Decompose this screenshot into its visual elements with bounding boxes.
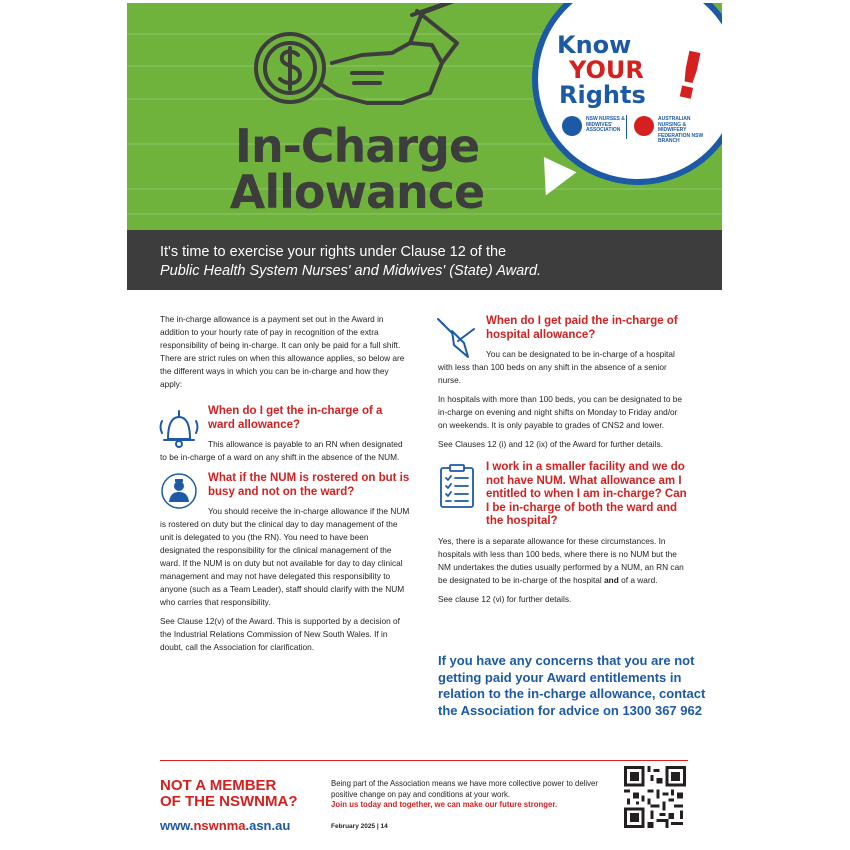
q2-heading: What if the NUM is rostered on but is busy and not on the ward? [208,472,410,498]
q1-heading: When do I get the in-charge of a ward allowance? [208,405,383,431]
pushpin-icon [434,317,478,361]
clause-banner [127,230,722,290]
question-hospital-allowance [438,315,688,451]
website-link[interactable]: www.nswnma.asn.au [160,818,291,833]
issue-date: February 2025 | 14 [331,823,388,830]
q4-heading: I work in a smaller facility and we do not have NUM. What allowance am I entitled to when I am in-charge? Can I be in-charge of both the ward and the hospital? [486,461,687,527]
right-column [438,315,688,612]
q4-body: Yes, there is a separate allowance for these circumstances. In hospitals with less than 100 beds, where there is no NUM but the NM undertakes the duties usually performed by a NUM, an RN can be designated to be in-charge of the hospital and of a ward. [438,535,684,585]
badge-text [557,33,677,108]
question-num-busy [160,472,410,654]
q4-body-2: See clause 12 (vi) for further details. [438,593,572,604]
q3-body-2: In hospitals with more than 100 beds, you can be designated to be in-charge on evening and night shifts on Monday to Friday and/or on weekends. It is only payable to grades of CNS2 and lower. [438,394,683,430]
badge-know: Know [557,31,632,59]
bell-icon [158,407,200,451]
qr-code-icon[interactable] [624,766,686,828]
speech-bubble-tail [530,157,577,203]
flyer-page [127,3,722,845]
badge-rights: Rights [559,81,646,109]
intro-paragraph: The in-charge allowance is a payment set out in the Award in addition to your hourly rate of pay in recognition of the extra responsibility of being in-charge. It can only be paid for a full shift. There are strict rules on when this allowance applies, so below are the different ways in which you can be in-charge and how they apply: [160,314,405,389]
q2-body-wrap [160,505,410,609]
nurse-icon [160,472,198,510]
question-smaller-facility [438,461,688,606]
association-logos [562,115,712,144]
q3-heading: When do I get paid the in-charge of hospital allowance? [486,315,678,341]
banner-line-2: Public Health System Nurses' and Midwives' (State) Award. [160,263,542,279]
hand-coin-icon [242,3,492,133]
not-a-member-heading: NOT A MEMBER OF THE NSWNMA? [160,777,298,810]
left-column [160,313,410,660]
footer-divider [160,760,688,761]
q1-body: This allowance is payable to an RN when designated to be in-charge of a ward on any shift in the absence of the NUM. [160,439,403,462]
q2-body-2: See Clause 12(v) of the Award. This is supported by a decision of the Industrial Relations Commission of New South Wales. If in doubt, call the Association for clarification. [160,616,400,652]
nswnma-logo: NSW NURSES & MIDWIVES' ASSOCIATION [562,115,630,141]
join-cta: Join us today and together, we can make our future stronger. [331,800,558,809]
badge-your: YOUR [569,56,644,84]
contact-call-to-action: If you have any concerns that you are not getting paid your Award entitlements in relation to the in-charge allowance, contact the Association for advice on 1300 367 962 [438,653,706,718]
hero-title [197,119,517,219]
title-line-1: In-Charge [234,119,480,173]
join-message: Being part of the Association means we have more collective power to deliver positive change on pay and conditions at your work. Join us today and together, we can make our future stronger. [331,779,598,809]
banner-line-1: It's time to exercise your rights under Clause 12 of the [160,244,507,260]
clipboard-checklist-icon [438,463,476,509]
q2-body: You should receive the in-charge allowance if the NUM is rostered on duty but the clinical day to day management of the unit is delegated to you (the RN). You need to have been designated the responsibility for the clinical management of the ward. If the NUM is on duty but not available for day to day clinical management and may not have delegated this responsibility to anyone (such as a Team Leader), staff should clarify with the NUM who carries that responsibility. [160,506,410,607]
q3-body: You can be designated to be in-charge of a hospital with less than 100 beds on any shift in the absence of a senior nurse. [438,349,675,385]
anmf-logo: AUSTRALIAN NURSING & MIDWIFERY FEDERATION NSW BRANCH [634,115,712,141]
hero-header [127,3,722,230]
question-ward-allowance [160,405,410,464]
title-line-2: Allowance [229,165,485,219]
q3-body-3: See Clauses 12 (i) and 12 (ix) of the Award for further details. [438,439,663,449]
exclamation-mark: ! [667,37,712,117]
